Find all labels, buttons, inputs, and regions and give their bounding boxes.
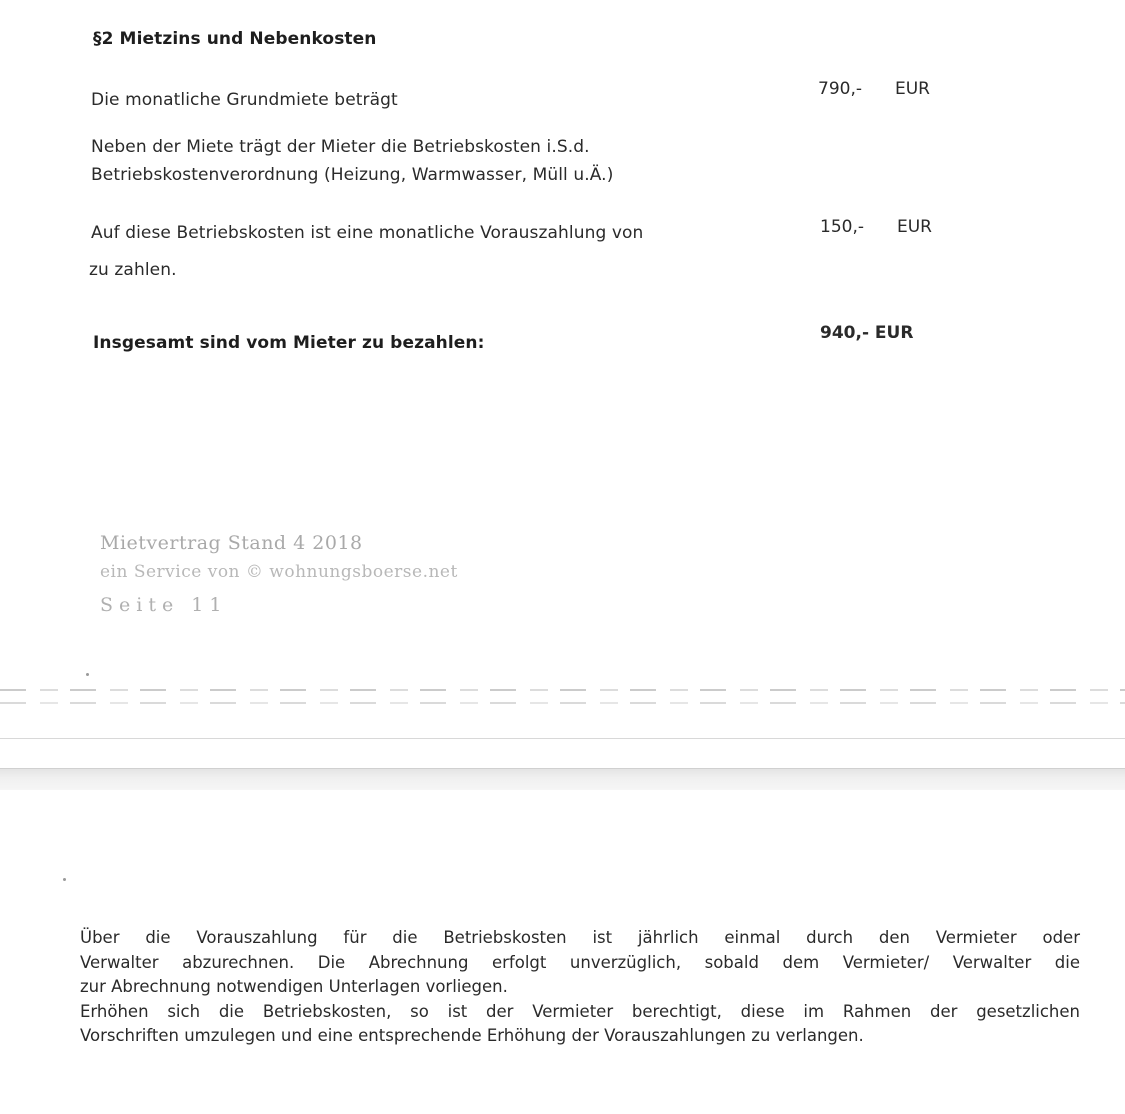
operating-costs-label-line1: Neben der Miete trägt der Mieter die Betriebskosten i.S.d. xyxy=(91,137,590,157)
scan-speck xyxy=(63,878,66,881)
settlement-paragraph xyxy=(80,926,1080,1049)
base-rent-amount: 790,- xyxy=(818,79,862,99)
paragraph-line: Vorschriften umzulegen und eine entsprechende Erhöhung der Vorauszahlungen zu verlangen. xyxy=(80,1026,864,1045)
paragraph-line: Über die Vorauszahlung für die Betriebskosten ist jährlich einmal durch den Vermieter oder xyxy=(80,928,1080,947)
scan-artifact-line xyxy=(0,702,1125,704)
paragraph-line: zur Abrechnung notwendigen Unterlagen vorliegen. xyxy=(80,977,508,996)
total-label: Insgesamt sind vom Mieter zu bezahlen: xyxy=(93,333,485,353)
paragraph-line: Verwalter abzurechnen. Die Abrechnung erfolgt unverzüglich, sobald dem Vermieter/ Verwalter die xyxy=(80,952,1080,972)
prepayment-label-line2: zu zahlen. xyxy=(89,260,177,280)
total-amount: 940,- EUR xyxy=(820,323,914,343)
section-heading: §2 Mietzins und Nebenkosten xyxy=(93,29,377,49)
prepayment-label-line1: Auf diese Betriebskosten ist eine monatliche Vorauszahlung von xyxy=(91,223,644,243)
base-rent-currency: EUR xyxy=(895,79,930,99)
paragraph-line: Erhöhen sich die Betriebskosten, so ist der Vermieter berechtigt, diese im Rahmen der gesetzlichen xyxy=(80,1001,1080,1021)
scan-speck xyxy=(86,673,89,676)
operating-costs-label-line2: Betriebskostenverordnung (Heizung, Warmwasser, Müll u.Ä.) xyxy=(91,165,614,185)
scan-artifact-line xyxy=(0,689,1125,691)
page-gap xyxy=(0,768,1125,791)
footer-contract-version: Mietvertrag Stand 4 2018 xyxy=(100,532,363,554)
page-edge-line xyxy=(0,738,1125,739)
prepayment-amount: 150,- xyxy=(820,217,864,237)
footer-page-number: Seite 11 xyxy=(100,594,228,616)
base-rent-label: Die monatliche Grundmiete beträgt xyxy=(91,90,398,110)
footer-service-credit: ein Service von © wohnungsboerse.net xyxy=(100,562,458,582)
prepayment-currency: EUR xyxy=(897,217,932,237)
